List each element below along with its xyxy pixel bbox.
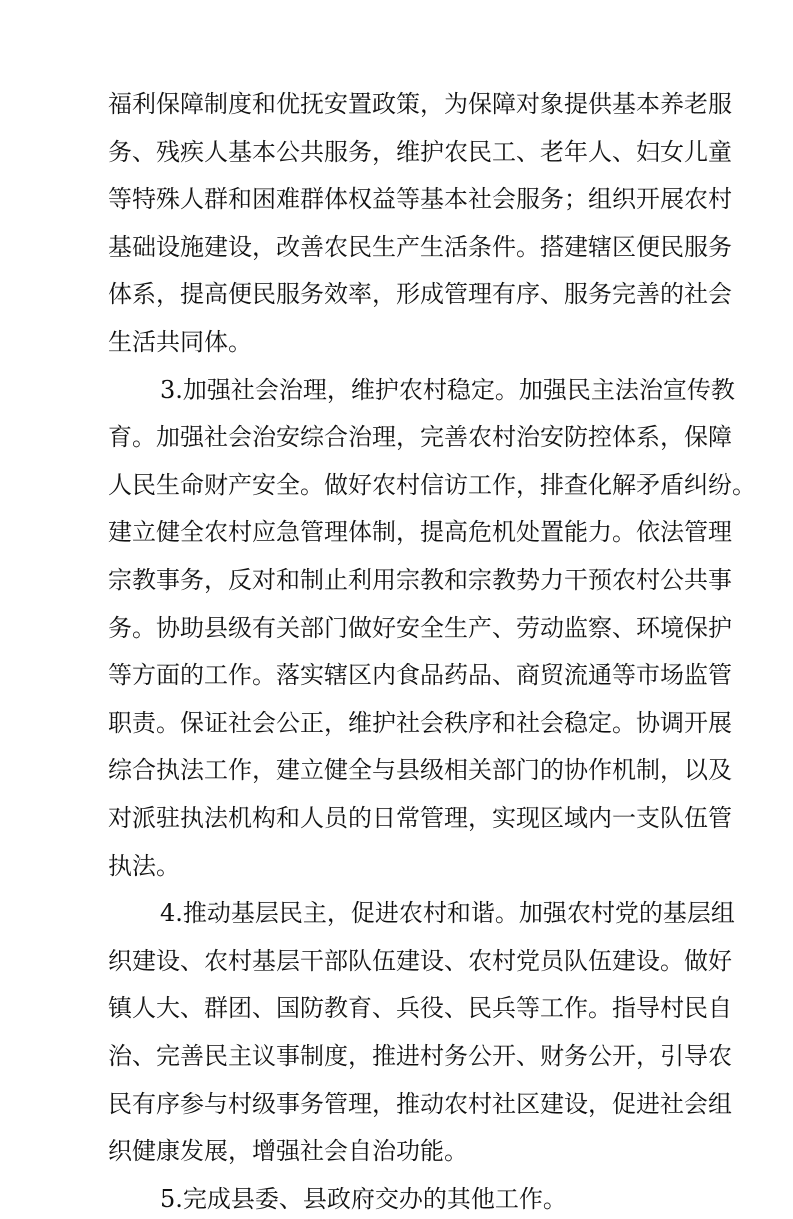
text-line: 综合执法工作，建立健全与县级相关部门的协作机制，以及: [108, 756, 732, 784]
text-line: 务、残疾人基本公共服务，维护农民工、老年人、妇女儿童: [108, 138, 732, 166]
section-heading: 5.完成县委、县政府交办的其他工作。: [160, 1185, 567, 1213]
text-line: 宗教事务，反对和制止利用宗教和宗教势力干预农村公共事: [108, 566, 732, 594]
text-line: 福利保障制度和优抚安置政策，为保障对象提供基本养老服: [108, 90, 732, 118]
text-line: 职责。保证社会公正，维护社会秩序和社会稳定。协调开展: [108, 709, 732, 737]
text-line: 对派驻执法机构和人员的日常管理，实现区域内一支队伍管: [108, 804, 732, 832]
text-line: 民有序参与村级事务管理，推动农村社区建设，促进社会组: [108, 1090, 732, 1118]
text-line: 等特殊人群和困难群体权益等基本社会服务；组织开展农村: [108, 185, 732, 213]
text-line: 织健康发展，增强社会自治功能。: [108, 1137, 468, 1165]
text-line: 务。协助县级有关部门做好安全生产、劳动监察、环境保护: [108, 614, 732, 642]
text-line: 生活共同体。: [108, 328, 252, 356]
text-line: 体系，提高便民服务效率，形成管理有序、服务完善的社会: [108, 280, 732, 308]
text-line: 育。加强社会治安综合治理，完善农村治安防控体系，保障: [108, 423, 732, 451]
section-heading: 4.推动基层民主，促进农村和谐。加强农村党的基层组: [160, 899, 735, 927]
text-line: 织建设、农村基层干部队伍建设、农村党员队伍建设。做好: [108, 947, 732, 975]
text-line: 基础设施建设，改善农民生产生活条件。搭建辖区便民服务: [108, 233, 732, 261]
text-line: 镇人大、群团、国防教育、兵役、民兵等工作。指导村民自: [108, 994, 732, 1022]
text-line: 建立健全农村应急管理体制，提高危机处置能力。依法管理: [108, 518, 732, 546]
text-line: 人民生命财产安全。做好农村信访工作，排查化解矛盾纠纷。: [108, 471, 756, 499]
section-heading: 3.加强社会治理，维护农村稳定。加强民主法治宣传教: [160, 376, 735, 404]
text-line: 治、完善民主议事制度，推进村务公开、财务公开，引导农: [108, 1042, 732, 1070]
text-line: 等方面的工作。落实辖区内食品药品、商贸流通等市场监管: [108, 661, 732, 689]
text-line: 执法。: [108, 852, 180, 880]
